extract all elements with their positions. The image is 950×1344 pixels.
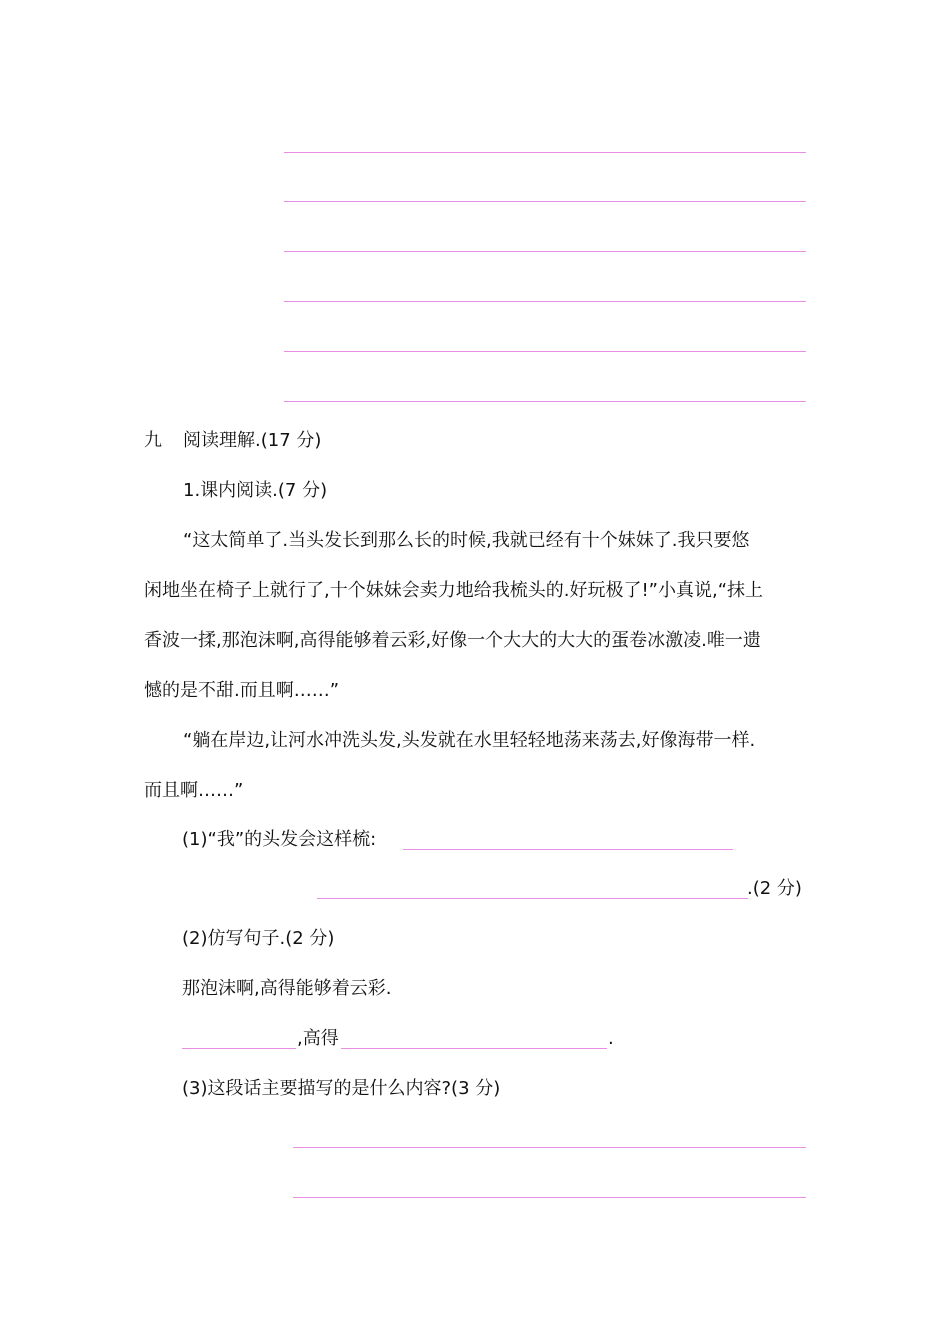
question-3-label: (3)这段话主要描写的是什么内容?(3 分): [182, 1078, 501, 1099]
passage-line-5: “躺在岸边,让河水冲洗头发,头发就在水里轻轻地荡来荡去,好像海带一样.: [183, 730, 756, 751]
passage-line-2: 闲地坐在椅子上就行了,十个妹妹会卖力地给我梳头的.好玩极了!”小真说,“抹上: [144, 580, 764, 601]
question-2-end-text: .: [608, 1028, 614, 1049]
q2-blank-2[interactable]: [341, 1048, 607, 1049]
section-heading: 阅读理解.(17 分): [183, 430, 322, 451]
answer-line-5[interactable]: [284, 351, 806, 352]
question-1-label: (1)“我”的头发会这样梳:: [182, 829, 377, 850]
passage-line-1: “这太简单了.当头发长到那么长的时候,我就已经有十个妹妹了.我只要悠: [183, 530, 750, 551]
question-2-mid-text: ,高得: [297, 1028, 339, 1049]
sub-heading: 1.课内阅读.(7 分): [183, 480, 328, 501]
q3-answer-line-2[interactable]: [293, 1197, 806, 1198]
answer-line-2[interactable]: [284, 201, 806, 202]
passage-line-4: 憾的是不甜.而且啊……”: [144, 680, 340, 701]
section-number: 九: [144, 430, 162, 451]
q1-answer-line-1[interactable]: [403, 849, 733, 850]
answer-line-3[interactable]: [284, 251, 806, 252]
question-2-example: 那泡沫啊,高得能够着云彩.: [182, 978, 392, 999]
answer-line-4[interactable]: [284, 301, 806, 302]
q3-answer-line-1[interactable]: [293, 1147, 806, 1148]
question-1-score: .(2 分): [747, 878, 802, 899]
passage-line-3: 香波一揉,那泡沫啊,高得能够着云彩,好像一个大大的大大的蛋卷冰激凌.唯一遗: [144, 630, 761, 651]
q2-blank-1[interactable]: [182, 1048, 296, 1049]
passage-line-6: 而且啊……”: [144, 780, 244, 801]
question-2-label: (2)仿写句子.(2 分): [182, 928, 335, 949]
answer-line-6[interactable]: [284, 401, 806, 402]
q1-answer-line-2[interactable]: [317, 898, 748, 899]
answer-line-1[interactable]: [284, 152, 806, 153]
